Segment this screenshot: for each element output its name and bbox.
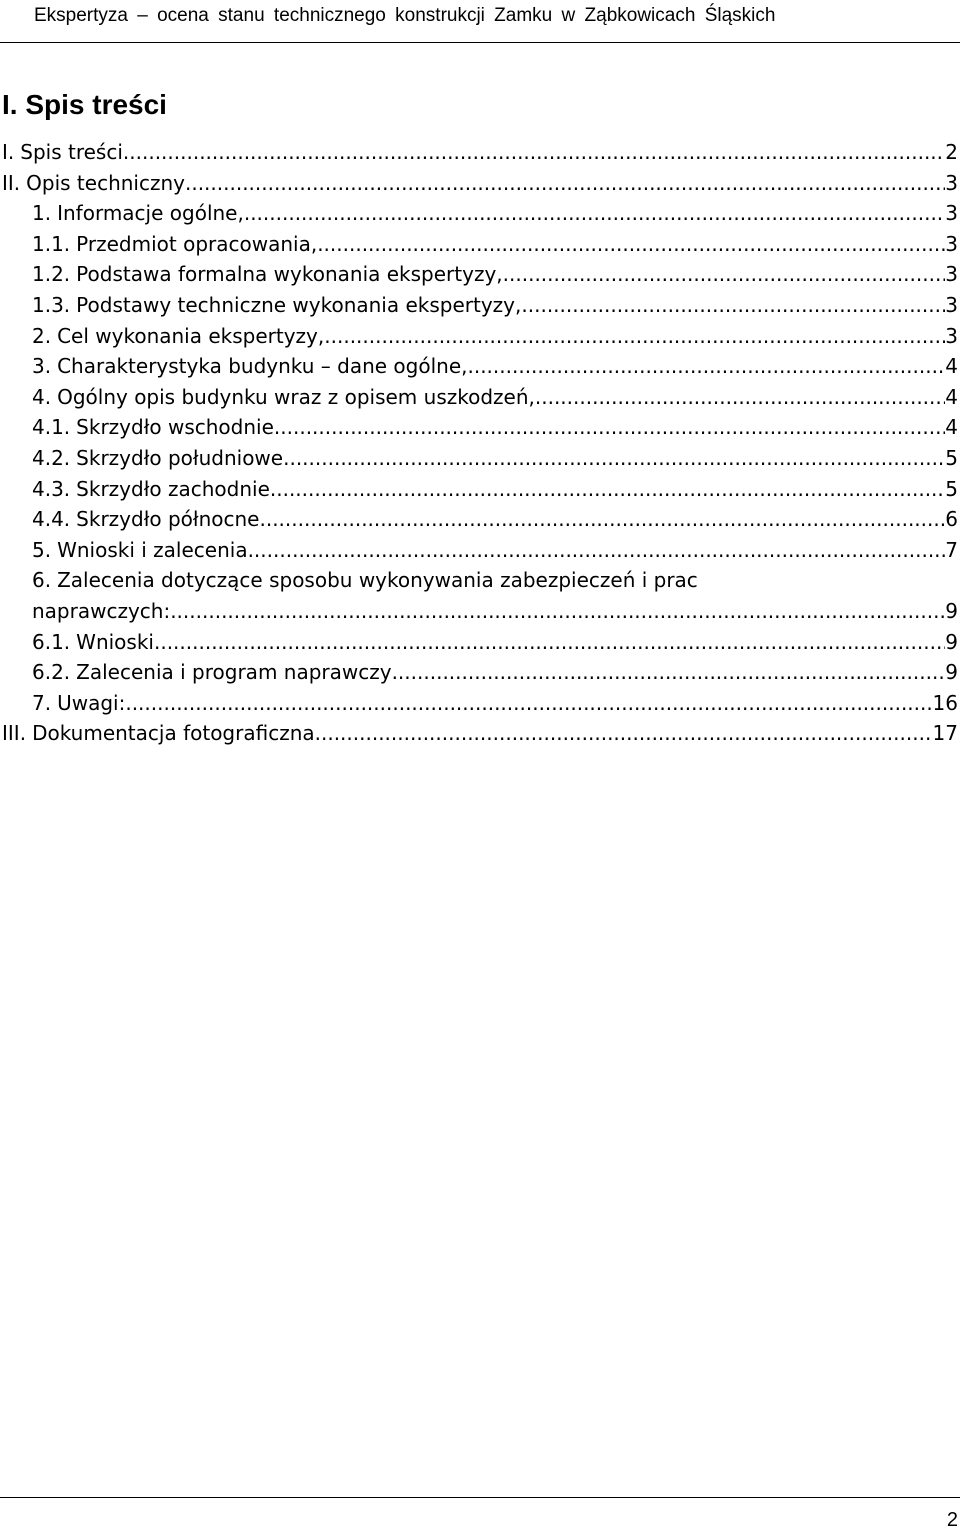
- toc-entry-continuation: [2, 596, 958, 627]
- toc-entry-page: 3: [945, 170, 958, 195]
- toc-entry-spis-tresci[interactable]: [2, 137, 958, 168]
- toc-entry-cel-wykonania[interactable]: [2, 321, 958, 352]
- toc-entry-zalecenia-dotyczace[interactable]: [2, 565, 958, 626]
- toc-entry-title: Opis techniczny: [26, 170, 185, 195]
- toc-entry-number: I.: [2, 140, 15, 164]
- toc-entry-title: Uwagi:: [57, 690, 126, 715]
- toc-entry-title-continuation: naprawczych:: [32, 598, 171, 623]
- toc-dot-leader: [467, 351, 945, 382]
- toc-entry-number: 1.3.: [32, 292, 71, 317]
- toc-entry-title: Zalecenia dotyczące sposobu wykonywania zabezpieczeń i prac: [57, 568, 698, 593]
- toc-entry-page: 17: [932, 721, 958, 746]
- toc-entry-title: Wnioski: [76, 629, 154, 654]
- toc-dot-leader: [154, 627, 945, 658]
- toc-entry-first-line: [2, 565, 958, 596]
- toc-entry-title: Cel wykonania ekspertyzy,: [57, 323, 325, 348]
- toc-entry-page: 3: [945, 292, 958, 317]
- toc-entry-page: 3: [945, 323, 958, 348]
- running-header: Ekspertyza – ocena stanu technicznego konstrukcji Zamku w Ząbkowicach Śląskich: [34, 5, 776, 26]
- toc-entry-page: 5: [945, 476, 958, 501]
- toc-dot-leader: [244, 198, 945, 229]
- toc-entry-page: 3: [945, 201, 958, 226]
- toc-dot-leader: [521, 290, 945, 321]
- toc-entry-number: 4.2.: [32, 445, 71, 470]
- toc-entry-page: 9: [945, 629, 958, 654]
- toc-entry-page: 9: [945, 660, 958, 685]
- toc-dot-leader: [185, 168, 945, 199]
- toc-dot-leader: [503, 259, 946, 290]
- toc-entry-number: 6.: [32, 568, 52, 593]
- toc-entry-informacje-ogolne[interactable]: [2, 198, 958, 229]
- toc-entry-page: 3: [945, 262, 958, 287]
- toc-entry-title: Ogólny opis budynku wraz z opisem uszkodzeń,: [57, 384, 535, 409]
- toc-entry-number: 7.: [32, 690, 52, 715]
- toc-entry-number: 1.2.: [32, 262, 71, 287]
- toc-entry-skrzydlo-zachodnie[interactable]: [2, 474, 958, 505]
- toc-entry-title: Informacje ogólne,: [57, 201, 244, 226]
- toc-entry-title: Podstawa formalna wykonania ekspertyzy,: [76, 262, 503, 287]
- toc-entry-page: 4: [945, 384, 958, 409]
- toc-entry-number: 6.1.: [32, 629, 71, 654]
- toc-dot-leader: [270, 474, 945, 505]
- toc-entry-title: Dokumentacja fotograficzna: [32, 721, 315, 746]
- toc-entry-page: 4: [945, 354, 958, 379]
- toc-entry-wnioski-i-zalecenia[interactable]: [2, 535, 958, 566]
- toc-dot-leader: [125, 688, 932, 719]
- toc-entry-title: Spis treści: [20, 140, 123, 164]
- toc-entry-title: Skrzydło wschodnie: [76, 415, 274, 440]
- toc-dot-leader: [123, 137, 945, 168]
- toc-entry-number: 4.: [32, 384, 52, 409]
- toc-entry-wnioski[interactable]: [2, 627, 958, 658]
- toc-entry-skrzydlo-wschodnie[interactable]: [2, 412, 958, 443]
- toc-entry-page: 5: [945, 445, 958, 470]
- toc-entry-number: 4.3.: [32, 476, 71, 501]
- toc-entry-page: 2: [945, 140, 958, 164]
- toc-dot-leader: [315, 718, 933, 749]
- toc-entry-number: 4.4.: [32, 507, 71, 532]
- toc-entry-title: Wnioski i zalecenia: [57, 537, 248, 562]
- toc-entry-number: 5.: [32, 537, 52, 562]
- toc-entry-opis-techniczny[interactable]: [2, 168, 958, 199]
- toc-entry-page: 9: [945, 598, 958, 623]
- toc-entry-page: 3: [945, 231, 958, 256]
- toc-dot-leader: [274, 412, 945, 443]
- toc-entry-number: III.: [2, 721, 27, 746]
- toc-entry-title: Zalecenia i program naprawczy: [76, 660, 392, 685]
- toc-entry-title: Przedmiot opracowania,: [76, 231, 318, 256]
- toc-entry-number: 1.: [32, 201, 52, 226]
- toc-entry-podstawa-formalna[interactable]: [2, 259, 958, 290]
- toc-dot-leader: [392, 657, 946, 688]
- toc-entry-page: 16: [932, 690, 958, 715]
- toc-entry-number: II.: [2, 170, 21, 195]
- toc-entry-uwagi[interactable]: [2, 688, 958, 719]
- toc-entry-title: Podstawy techniczne wykonania ekspertyzy,: [76, 292, 522, 317]
- toc-entry-skrzydlo-polnocne[interactable]: [2, 504, 958, 535]
- toc-entry-page: 7: [945, 537, 958, 562]
- toc-dot-leader: [324, 321, 945, 352]
- toc-dot-leader: [535, 382, 945, 413]
- toc-entry-skrzydlo-poludniowe[interactable]: [2, 443, 958, 474]
- toc-entry-number: 3.: [32, 354, 52, 379]
- toc-dot-leader: [248, 535, 946, 566]
- toc-entry-title: Skrzydło zachodnie: [76, 476, 270, 501]
- toc-entry-title: Charakterystyka budynku – dane ogólne,: [57, 354, 468, 379]
- toc-entry-zalecenia-program[interactable]: [2, 657, 958, 688]
- toc-entry-title: Skrzydło północne: [76, 507, 260, 532]
- page-number: 2: [946, 1509, 958, 1531]
- toc-dot-leader: [259, 504, 945, 535]
- toc-dot-leader: [317, 229, 945, 260]
- toc-entry-number: 2.: [32, 323, 52, 348]
- toc-dot-leader: [283, 443, 945, 474]
- header-divider: [0, 42, 960, 43]
- footer-divider: [0, 1497, 960, 1498]
- toc-entry-page: 4: [945, 415, 958, 440]
- toc-heading: I. Spis treści: [2, 89, 167, 120]
- toc-entry-dokumentacja-fotograficzna[interactable]: [2, 718, 958, 749]
- toc-entry-number: 4.1.: [32, 415, 71, 440]
- toc-entry-number: 1.1.: [32, 231, 71, 256]
- table-of-contents: [2, 137, 958, 749]
- toc-entry-podstawy-techniczne[interactable]: [2, 290, 958, 321]
- toc-entry-ogolny-opis[interactable]: [2, 382, 958, 413]
- toc-entry-przedmiot-opracowania[interactable]: [2, 229, 958, 260]
- toc-entry-title: Skrzydło południowe: [76, 445, 284, 470]
- toc-dot-leader: [170, 596, 945, 627]
- toc-entry-charakterystyka-budynku[interactable]: [2, 351, 958, 382]
- toc-entry-page: 6: [945, 507, 958, 532]
- toc-entry-number: 6.2.: [32, 660, 71, 685]
